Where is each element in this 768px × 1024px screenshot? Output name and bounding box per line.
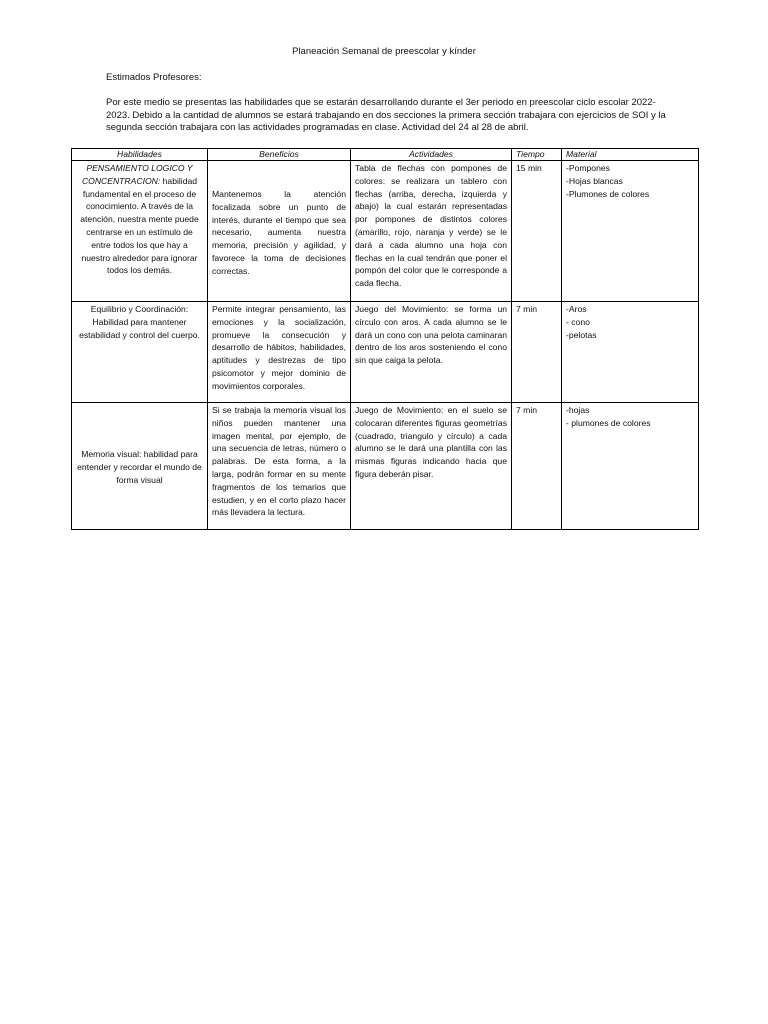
greeting: Estimados Profesores: <box>106 72 202 83</box>
tiempo-cell: 7 min <box>512 302 562 403</box>
material-item: -Hojas blancas <box>566 175 623 186</box>
material-item: -pelotas <box>566 329 597 340</box>
header-material: Material <box>562 149 699 161</box>
material-cell <box>562 403 699 530</box>
intro-paragraph: Por este medio se presentas las habilidades que se estarán desarrollando durante el 3er periodo en preescolar ciclo escolar 2022- 2023. Debido a la cantidad de alumnos se estará trabajando en dos secciones la primera sección trabajara con ejercicios de SOI y la segunda sección trabajara con las actividades programadas en clase. Actividad del 24 al 28 de abril. <box>106 97 666 133</box>
tiempo-cell: 15 min <box>512 161 562 302</box>
habilidad-cell <box>72 161 208 302</box>
header-tiempo: Tiempo <box>512 149 562 161</box>
material-item: -hojas <box>566 405 590 415</box>
material-cell <box>562 161 699 302</box>
material-item: -Pompones <box>566 163 610 173</box>
beneficios-cell: Si se trabaja la memoria visual los niños pueden mantener una imagen mental, por ejemplo, de una secuencia de letras, número o palabras. De esta forma, a la larga, podrán formar en su mente fragmentos de los temarios que estudien, y en el corto plazo hacer más llevadera la lectura. <box>208 403 351 530</box>
actividades-cell: Juego del Movimiento: se forma un círculo con aros. A cada alumno se le dará un cono con una pelota caminaran dentro de los aros sosteniendo el cono sin que caiga la pelota. <box>351 302 512 403</box>
material-item: -Aros <box>566 304 587 314</box>
document-title: Planeación Semanal de preescolar y kínder <box>292 46 476 57</box>
weekly-plan-table <box>71 148 699 530</box>
material-cell <box>562 302 699 403</box>
material-item: -Plumones de colores <box>566 188 650 199</box>
beneficios-cell: Permite integrar pensamiento, las emociones y la socialización, promueve la consecución y desarrollo de hábitos, habilidades, aptitudes y destrezas de tipo psicomotor y mejor dominio de movimientos corporales. <box>208 302 351 403</box>
habilidad-text: habilidad fundamental en el proceso de conocimiento. A través de la atención, nuestra mente puede centrarse en un estímulo de entre todos los que hay a nuestro alrededor para ignorar todos los demás. <box>80 175 199 276</box>
table-row <box>72 161 699 302</box>
table-header-row <box>72 149 699 161</box>
habilidad-cell: Equilibrio y Coordinación: Habilidad para mantener estabilidad y control del cuerpo. <box>72 302 208 403</box>
material-item: - plumones de colores <box>566 417 651 428</box>
material-item: - cono <box>566 316 590 327</box>
header-beneficios: Beneficios <box>208 149 351 161</box>
tiempo-cell: 7 min <box>512 403 562 530</box>
actividades-cell: Juego de Movimiento: en el suelo se colocaran diferentes figuras geometrías (cuadrado, triangulo y círculo) a cada alumno se le dará una plantilla con las mismas figuras indicando hacia que figura deberán pisar. <box>351 403 512 530</box>
table-row <box>72 302 699 403</box>
beneficios-cell <box>208 161 351 302</box>
habilidad-text: Memoria visual: habilidad para entender y recordar el mundo de forma visual <box>77 449 202 485</box>
table-row <box>72 403 699 530</box>
beneficios-text: Mantenemos la atención focalizada sobre un punto de interés, durante el tiempo que sea necesario, aumenta nuestra memoria, precisión y agilidad, y favorece la toma de decisiones correctas. <box>212 189 346 276</box>
habilidad-cell <box>72 403 208 530</box>
habilidad-title: PENSAMIENTO LOGICO Y CONCENTRACION: <box>81 163 193 186</box>
header-habilidades: Habilidades <box>72 149 208 161</box>
actividades-cell: Tabla de flechas con pompones de colores: se realizara un tablero con flechas (arriba, derecha, izquierda y abajo) la cual estarán representadas por pompones de distintos colores (amarillo, rojo, naranja y verde) se le dará a cada alumno una hoja con flechas en la cual tendrán que poner el pompón del color que le corresponde a cada flecha. <box>351 161 512 302</box>
header-actividades: Actividades <box>351 149 512 161</box>
